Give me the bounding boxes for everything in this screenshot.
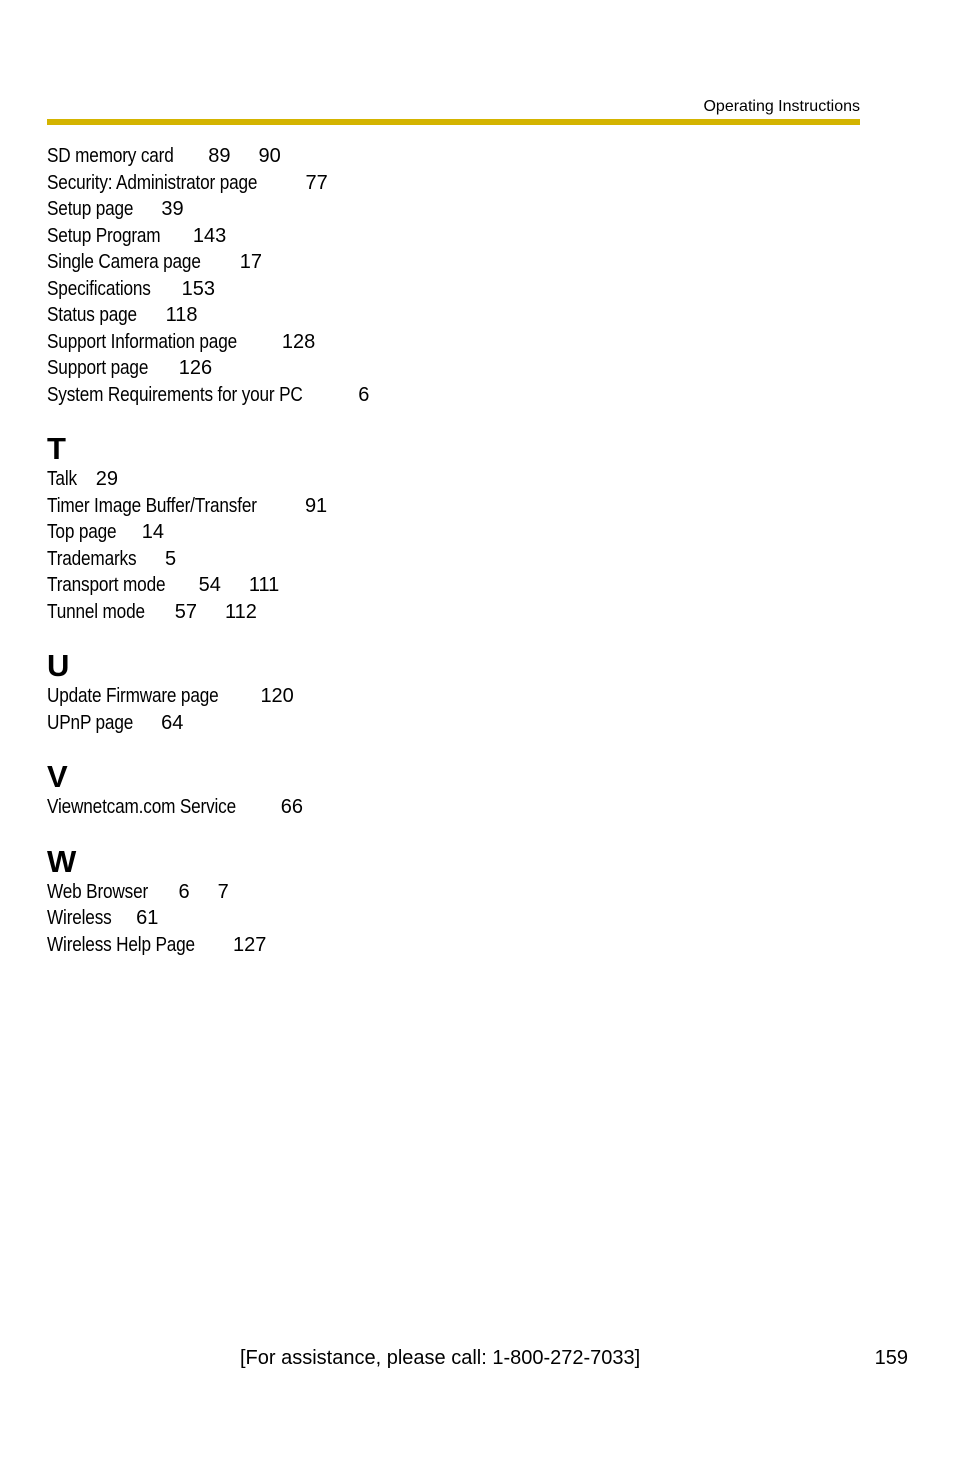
index-entry <box>47 170 847 197</box>
page-reference[interactable]: 118 <box>165 304 198 326</box>
index-entry <box>47 519 847 546</box>
index-pages <box>166 304 198 326</box>
index-entry <box>47 302 847 329</box>
header-title: Operating Instructions <box>703 98 860 115</box>
index-pages <box>136 907 158 929</box>
page-reference[interactable]: 17 <box>239 251 262 273</box>
index-entry <box>47 223 847 250</box>
index-pages <box>161 198 183 220</box>
index-entry <box>47 794 847 821</box>
index-pages <box>306 172 328 194</box>
index-entry <box>47 905 847 932</box>
index-term: Specifications <box>47 277 151 300</box>
index-term: System Requirements for your PC <box>47 383 303 406</box>
index-term: Talk <box>47 468 77 490</box>
index-term: Update Firmware page <box>47 685 219 707</box>
page-reference[interactable]: 143 <box>192 224 227 247</box>
index-term: Tunnel mode <box>47 600 145 623</box>
index-pages <box>240 251 262 273</box>
index-term: Security: Administrator page <box>47 171 258 194</box>
page-reference[interactable]: 120 <box>260 685 294 707</box>
index-term: Setup page <box>47 198 134 220</box>
index-entry <box>47 249 847 276</box>
index-entry <box>47 276 847 303</box>
page-reference[interactable]: 91 <box>304 494 328 517</box>
page-reference[interactable]: 54 <box>198 574 221 596</box>
index-pages <box>282 331 315 353</box>
index-term: Transport mode <box>47 574 166 596</box>
index-term: Wireless Help Page <box>47 933 195 956</box>
index-pages <box>178 881 228 903</box>
index-pages <box>96 468 118 490</box>
index-term: Support Information page <box>47 330 237 353</box>
page-reference[interactable]: 90 <box>258 145 281 167</box>
index-term: Wireless <box>47 907 112 929</box>
section-letter: V <box>47 759 68 794</box>
index-pages <box>305 495 327 517</box>
index-entry <box>47 879 847 906</box>
page-reference[interactable]: 153 <box>181 277 215 300</box>
section-letter: W <box>47 843 77 879</box>
index-entry <box>47 932 847 959</box>
index-term: Web Browser <box>47 880 149 903</box>
index-pages <box>182 278 215 300</box>
footer-page-number: 159 <box>874 1347 908 1369</box>
index-entry <box>47 599 847 626</box>
page-reference[interactable]: 64 <box>161 711 184 734</box>
page-reference[interactable]: 66 <box>280 796 304 818</box>
index-pages <box>142 521 164 543</box>
page-reference[interactable]: 14 <box>141 521 164 543</box>
index-entry <box>47 683 847 710</box>
index-entry <box>47 355 847 382</box>
index-term: Top page <box>47 521 117 543</box>
index-entry <box>47 382 847 409</box>
index-term: Support page <box>47 357 149 379</box>
index-entry <box>47 329 847 356</box>
index-term: Timer Image Buffer/Transfer <box>47 494 257 517</box>
index-pages <box>193 225 226 247</box>
index-pages <box>208 145 281 167</box>
index-term: Viewnetcam.com Service <box>47 796 236 818</box>
index-entry <box>47 546 847 573</box>
page-reference[interactable]: 7 <box>217 880 229 903</box>
page-reference[interactable]: 111 <box>248 574 280 596</box>
index-term: Trademarks <box>47 547 137 570</box>
page-reference[interactable]: 6 <box>178 880 190 903</box>
index-entry <box>47 143 847 170</box>
index-body <box>47 143 847 958</box>
index-pages <box>260 685 293 707</box>
index-entry <box>47 196 847 223</box>
page-reference[interactable]: 5 <box>164 547 177 570</box>
index-pages <box>233 934 266 956</box>
index-pages <box>165 548 176 570</box>
index-term: Status page <box>47 304 137 326</box>
page-reference[interactable]: 89 <box>208 145 231 167</box>
page-reference[interactable]: 127 <box>233 933 267 956</box>
page-reference[interactable]: 77 <box>305 171 328 194</box>
index-entry <box>47 572 847 599</box>
section-letter: T <box>47 431 66 466</box>
index-pages <box>281 796 303 818</box>
index-term: Setup Program <box>47 224 161 247</box>
index-entry <box>47 493 847 520</box>
page-reference[interactable]: 128 <box>281 330 316 353</box>
page-reference[interactable]: 29 <box>95 468 119 490</box>
page-reference[interactable]: 112 <box>225 600 257 623</box>
index-pages <box>161 712 183 734</box>
header-rule <box>47 119 860 125</box>
index-term: Single Camera page <box>47 251 201 273</box>
page-reference[interactable]: 57 <box>174 600 198 623</box>
section-letter: U <box>47 648 70 683</box>
footer-assistance: [For assistance, please call: 1-800-272-7033] <box>240 1347 641 1369</box>
page-reference[interactable]: 39 <box>161 198 184 220</box>
index-term: SD memory card <box>47 145 174 167</box>
page-reference[interactable]: 126 <box>178 357 213 379</box>
index-pages <box>175 601 257 623</box>
index-term: UPnP page <box>47 711 134 734</box>
index-pages <box>358 384 369 406</box>
index-pages <box>199 574 280 596</box>
page-reference[interactable]: 61 <box>136 907 159 929</box>
page-reference[interactable]: 6 <box>358 383 370 406</box>
index-pages <box>179 357 212 379</box>
index-entry <box>47 710 847 737</box>
index-entry <box>47 466 847 493</box>
